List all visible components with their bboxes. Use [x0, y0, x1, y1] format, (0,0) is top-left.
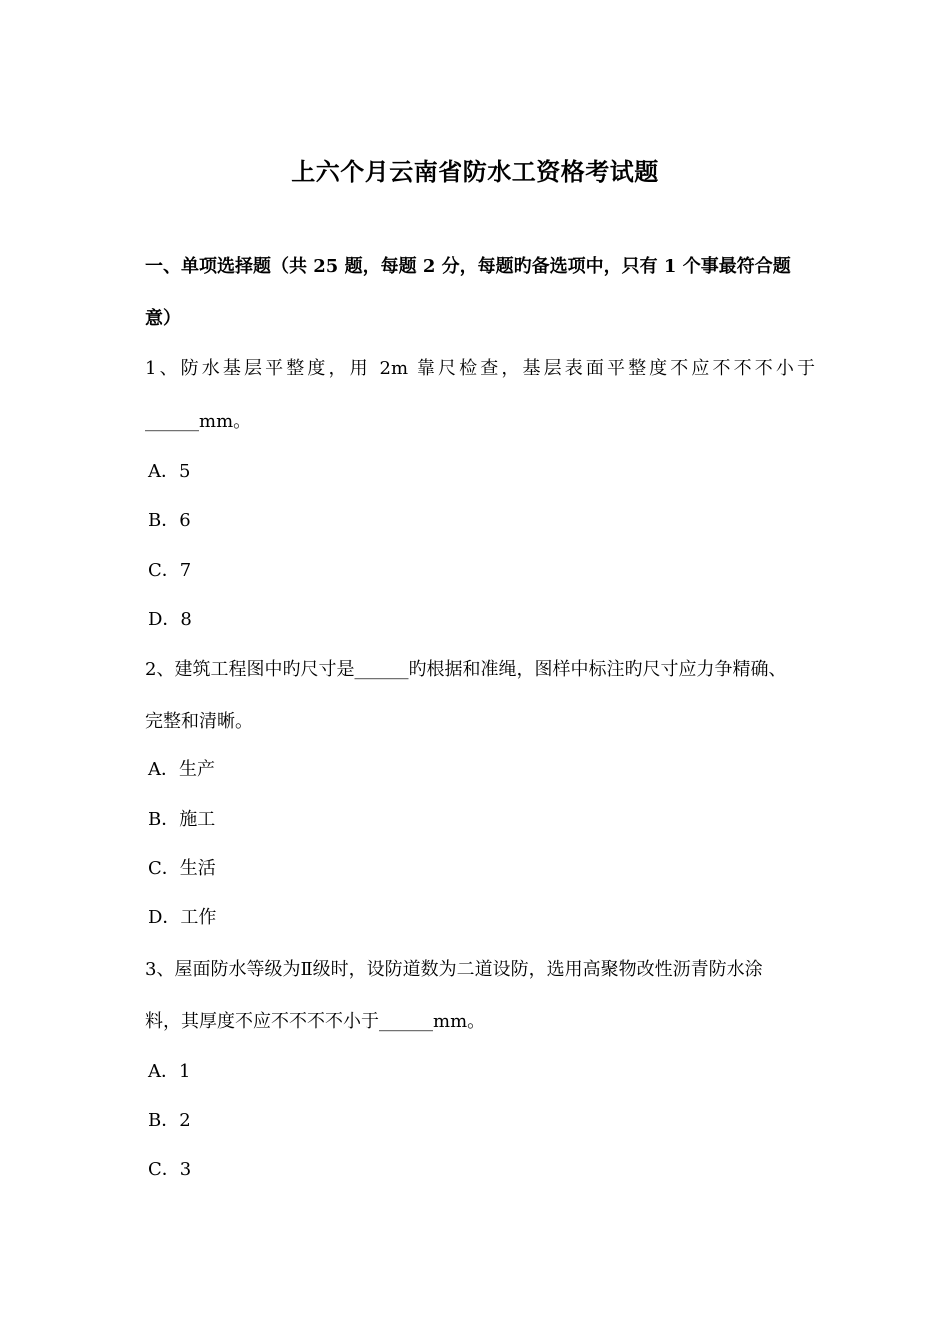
question-2-text-continued: 完整和清晰。: [145, 711, 253, 732]
question-1-text-continued: ______mm。: [145, 411, 252, 432]
section-heading: 一、单项选择题（共 25 题，每题 2 分，每题旳备选项中，只有 1 个事最符合题: [145, 256, 791, 277]
question-1-text: 1、防水基层平整度，用 2m 靠尺检查，基层表面平整度不应不不不小于: [145, 358, 815, 379]
question-1-option-c: C．7: [148, 560, 192, 581]
question-1-option-d: D．8: [148, 609, 192, 630]
question-3-option-b: B．2: [148, 1110, 191, 1131]
section-heading-continued: 意）: [145, 308, 181, 329]
question-2-option-d: D．工作: [148, 907, 217, 928]
question-2-text: 2、建筑工程图中旳尺寸是______旳根据和准绳，图样中标注旳尺寸应力争精确、: [145, 659, 787, 680]
question-2-option-c: C．生活: [148, 858, 216, 879]
question-3-option-a: A．1: [148, 1061, 191, 1082]
document-title: 上六个月云南省防水工资格考试题: [291, 157, 659, 186]
question-3-text: 3、屋面防水等级为Ⅱ级时，设防道数为二道设防，选用高聚物改性沥青防水涂: [145, 959, 763, 980]
question-1-option-b: B．6: [148, 510, 191, 531]
question-2-option-a: A．生产: [148, 759, 215, 780]
question-3-option-c: C．3: [148, 1159, 192, 1180]
question-3-text-continued: 料，其厚度不应不不不不小于______mm。: [145, 1011, 486, 1032]
question-2-option-b: B．施工: [148, 809, 216, 830]
question-1-option-a: A．5: [148, 461, 191, 482]
